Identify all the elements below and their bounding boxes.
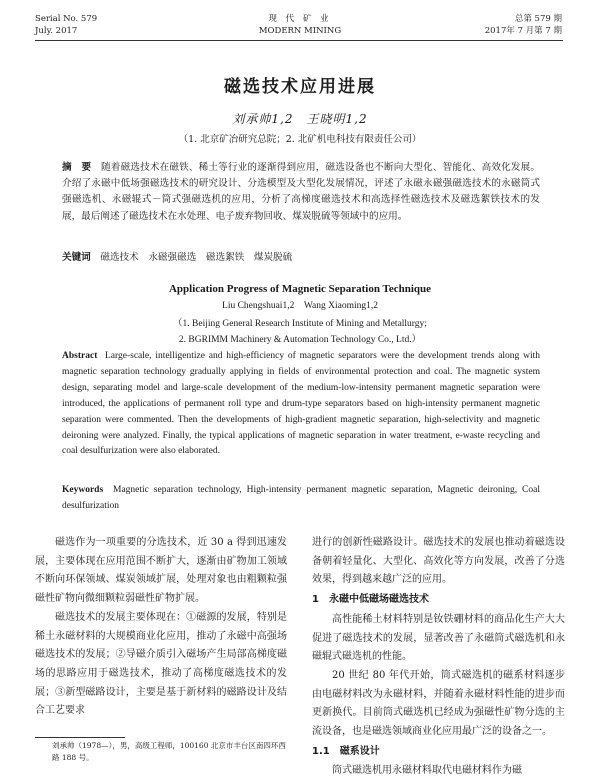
- journal-date: July. 2017: [35, 26, 78, 36]
- footnote-rule: [35, 737, 125, 738]
- section-heading-1: 1 永磁中低磁场磁选技术: [312, 594, 429, 606]
- body-left-column: [35, 534, 287, 721]
- header-rule: [35, 40, 563, 41]
- keywords-cn-label: 关键词: [62, 252, 91, 263]
- keywords-en-text: Magnetic separation technology, High-intensity permanent magnetic separation, Magnetic deironing, Coal desulfurization: [62, 485, 540, 511]
- body-paragraph: 20 世纪 80 年代开始，筒式磁选机的磁系材料逐步由电磁材料改为永磁材料，并随着永磁材料性能的进步而更新换代。目前筒式磁选机已经成为强磁性矿物分选的主流设备，也是磁选领域商业化应用最广泛的设备之一。: [312, 669, 565, 738]
- abstract-en: [62, 349, 540, 460]
- body-paragraph: 进行的创新性磁路设计。磁选技术的发展也推动着磁选设备朝着轻量化、大型化、高效化等方向发展，改善了分选效果，得到越来越广泛的应用。: [312, 537, 565, 586]
- paper-title-en: Application Progress of Magnetic Separation Technique: [168, 283, 432, 295]
- affiliation-cn: （1. 北京矿冶研究总院；2. 北矿机电科技有限责任公司）: [178, 134, 422, 145]
- body-paragraph: 磁选技术的发展主要体现在：①磁源的发展，特别是稀土永磁材料的大规模商业化应用，推动了永磁中高强场磁选技术的发展；②导磁介质引入磁场产生局部高梯度磁场的思路应用于磁选技术，推动了高梯度磁选技术的发展；③新型磁路设计，主要是基于新材料的磁路设计及结合工艺要求: [35, 611, 287, 717]
- abstract-en-label: Abstract: [62, 351, 98, 361]
- abstract-cn-label: 摘 要: [62, 162, 92, 173]
- authors-cn: 刘承帅1,2 王晓明1,2: [232, 112, 368, 126]
- body-paragraph: 筒式磁选机用永磁材料取代电磁材料作为磁: [332, 765, 522, 777]
- journal-issue-date: 2017年 7 月第 7 期: [484, 26, 562, 36]
- author-footnote: 刘承帅（1978—），男，高级工程师，100160 北京市丰台区南四环西路 188 号。: [52, 741, 286, 762]
- journal-serial: Serial No. 579: [35, 14, 98, 24]
- keywords-cn: [62, 250, 540, 266]
- keywords-en-label: Keywords: [62, 485, 104, 495]
- affiliation-en-1: （1. Beijing General Research Institute of Mining and Metallurgy;: [173, 319, 427, 329]
- abstract-en-text: Large-scale, intelligentize and high-efficiency of magnetic separators were the development trends along with magnetic separation technology gradually applying in fields of environmental protection and coal. The magnetic system design, separating model and large-scale development of the medium-low-intensity permanent magnetic separation were introduced, the applications of permanent roll type and drum-type separators based on high-intensity permanent magnetic separation were commented. Then the developments of high-gradient magnetic separation, high-selectivity and magnetic deironing were analyzed. Finally, the typical applications of magnetic separation in water treatment, e-waste recycling and coal desulfurization were also elaborated.: [62, 351, 541, 457]
- journal-issue-total: 总第 579 期: [514, 14, 562, 24]
- journal-name-en: MODERN MINING: [258, 26, 342, 36]
- section-heading-1-1: 1.1 磁系设计: [312, 745, 380, 757]
- journal-name-cn: 现 代 矿 业: [268, 14, 332, 24]
- affiliation-en-2: 2. BGRIMM Machinery & Automation Technology Co., Ltd.）: [178, 335, 422, 345]
- body-paragraph: 高性能稀土材料特别是钕铁硼材料的商品化生产大大促进了磁选技术的发展，显著改善了永磁筒式磁选机和永磁辊式磁选机的性能。: [312, 613, 565, 663]
- authors-en: Liu Chengshuai1,2 Wang Xiaoming1,2: [222, 301, 378, 311]
- keywords-en: [62, 483, 540, 515]
- abstract-cn: [62, 160, 540, 225]
- keywords-cn-text: 磁选技术 永磁强磁选 磁选絮铁 煤炭脱硫: [100, 252, 293, 263]
- abstract-cn-text: 随着磁选技术在磁铁、稀土等行业的逐渐得到应用，磁选设备也不断向大型化、智能化、高效化发展。介绍了永磁中低场强磁选技术的研究设计、分选模型及大型化发展情况，评述了永磁永磁强磁选技术的永磁筒式强磁选机、永磁辊式－筒式强磁选机的应用，分析了高梯度磁选技术和高选择性磁选技术及磁选絮铁技术的发展，最后阐述了磁选技术在水处理、电子废弃物回收、煤炭脱硫等领域中的应用。: [62, 162, 541, 222]
- body-paragraph: 磁选作为一项重要的分选技术，近 30 a 得到迅速发展，主要体现在应用范围不断扩大，逐渐由矿物加工领域不断向环保领域、煤炭领域扩展，处理对象也由粗颗粒强磁性矿物向微细颗粒弱磁性矿物扩展。: [35, 537, 287, 605]
- paper-title-cn: 磁选技术应用进展: [224, 77, 376, 97]
- body-right-column: [312, 534, 565, 781]
